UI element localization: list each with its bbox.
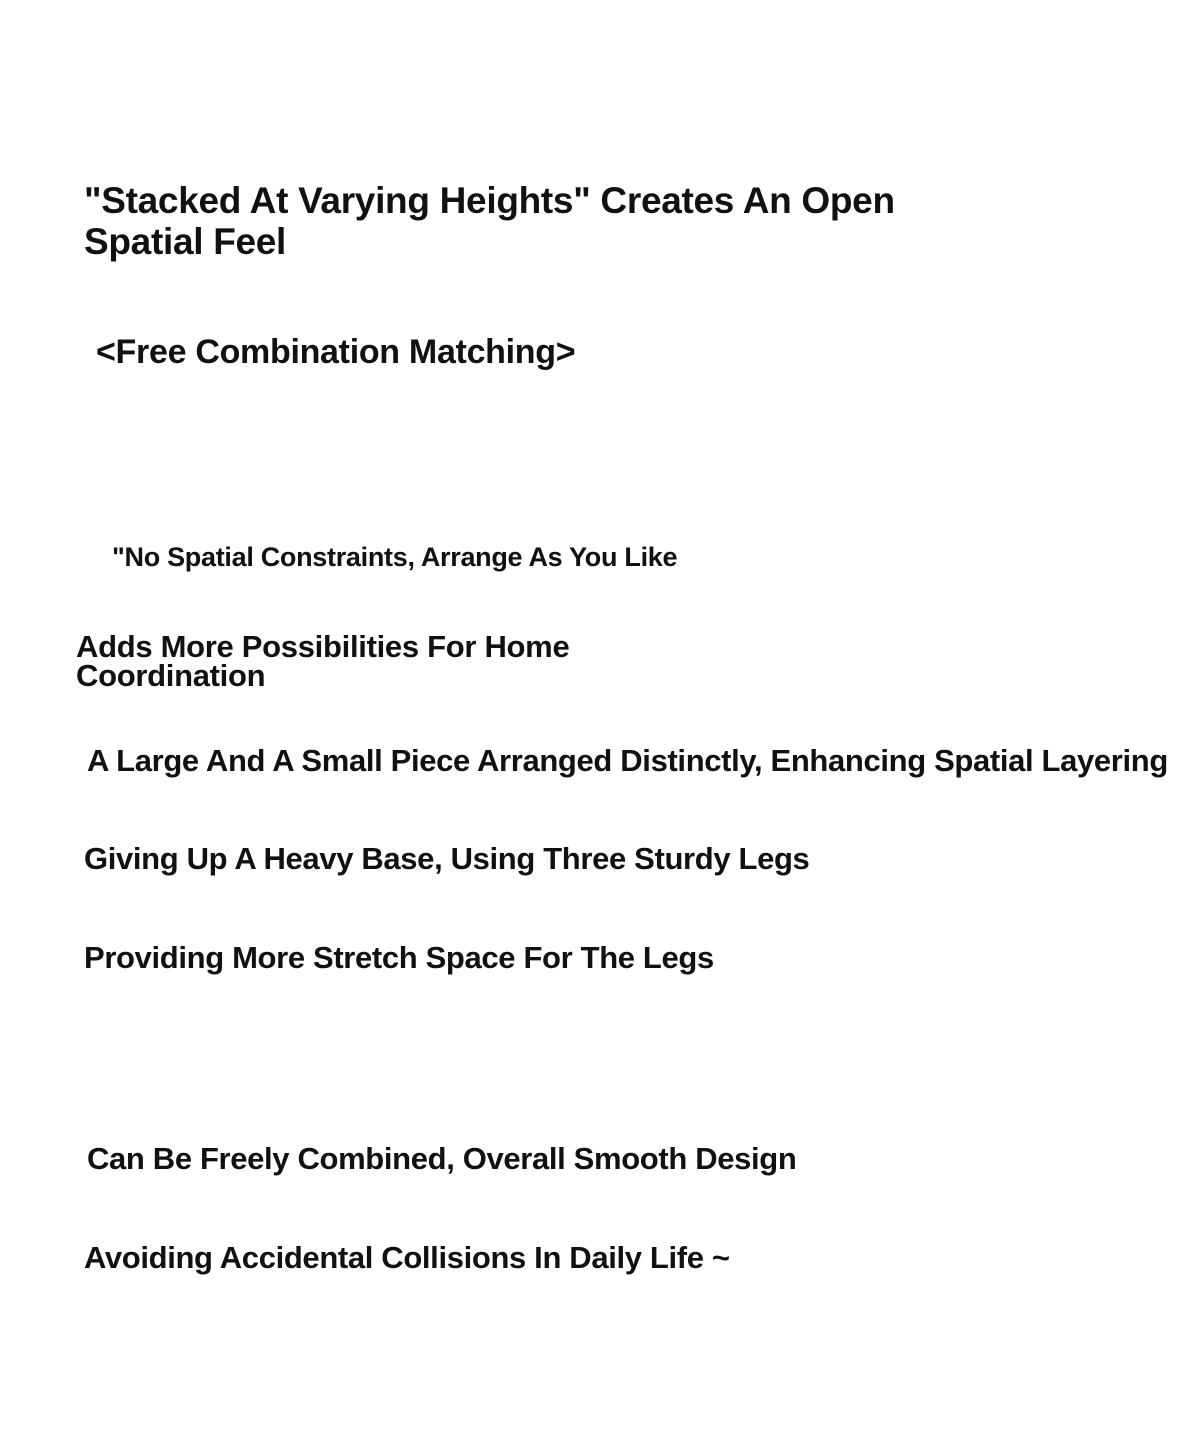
feature-line-free-combination: Can Be Freely Combined, Overall Smooth Design xyxy=(87,1141,797,1176)
feature-line-legs: Giving Up A Heavy Base, Using Three Sturdy Legs xyxy=(84,841,810,876)
subtitle: <Free Combination Matching> xyxy=(96,333,576,371)
feature-line-stretch-space: Providing More Stretch Space For The Legs xyxy=(84,940,714,975)
possibilities-text: Adds More Possibilities For Home Coordination xyxy=(76,629,570,693)
headline: "Stacked At Varying Heights" Creates An Open Spatial Feel xyxy=(84,180,895,262)
feature-line-collisions: Avoiding Accidental Collisions In Daily Life ~ xyxy=(84,1240,730,1275)
feature-line-layering: A Large And A Small Piece Arranged Distinctly, Enhancing Spatial Layering xyxy=(87,743,1168,778)
quote-line: "No Spatial Constraints, Arrange As You Like xyxy=(112,542,678,572)
